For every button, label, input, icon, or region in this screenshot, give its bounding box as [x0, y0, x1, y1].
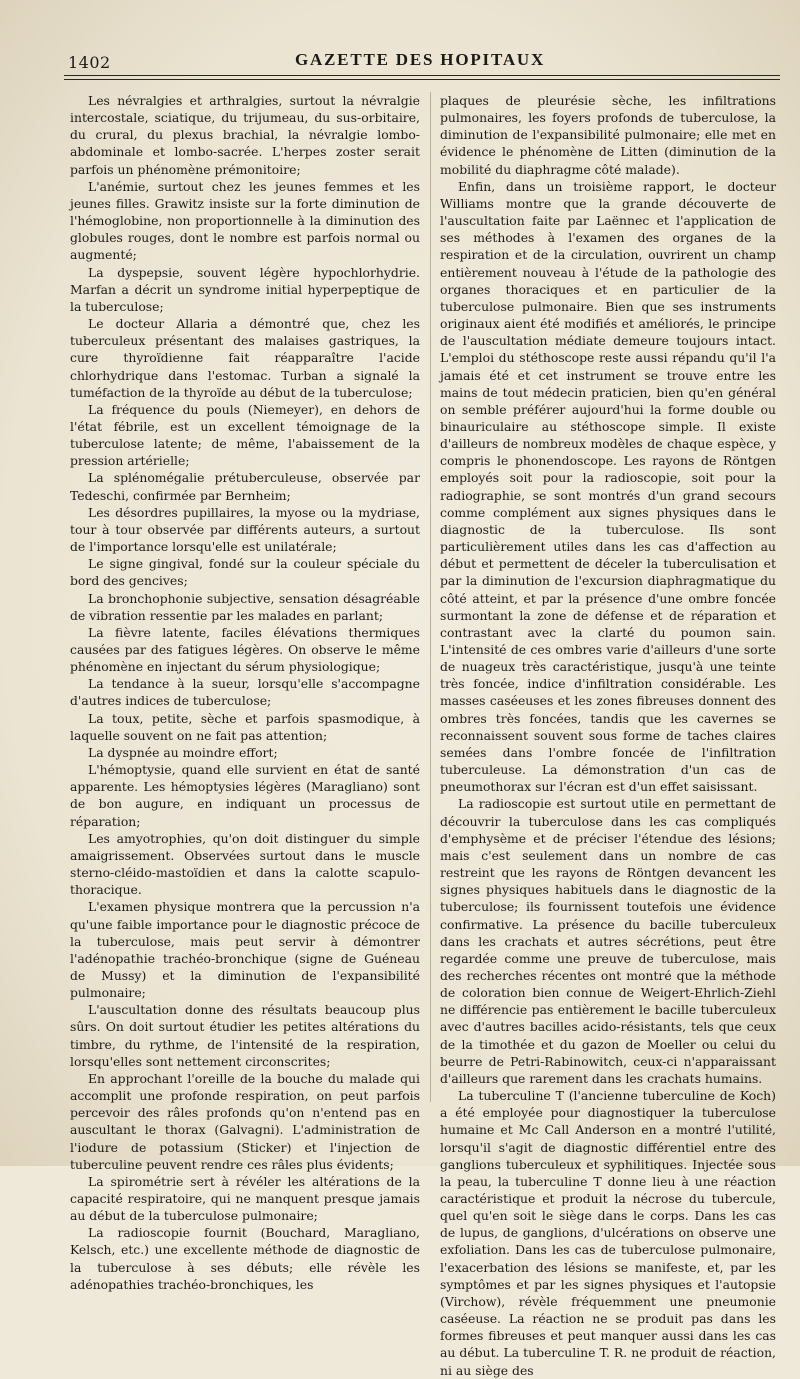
- paragraph: La splénomégalie prétuberculeuse, observée par Tedeschi, confirmée par Bernheim;: [70, 470, 420, 503]
- paragraph: La radioscopie est surtout utile en permettant de découvrir la tuberculose dans les cas compliqués d'emphysème et de préciser l'étendue des lésions; mais c'est seulement dans un nombre de cas restreint que les rayons de Röntgen devancent les signes physiques habituels dans le diagnostic de la tuberculose; ils fournissent toutefois une évidence confirmative. La présence du bacille tuberculeux dans les crachats et autres sécrétions, peut être regardée comme une preuve de tuberculose, mais des recherches récentes ont montré que la méthode de coloration bien connue de Weigert-Ehrlich-Ziehl ne différencie pas entièrement le bacille tuberculeux avec d'autres bacilles acido-résistants, tels que ceux de la timothée et du gazon de Moeller ou celui du beurre de Petri-Rabinowitch, ceux-ci n'apparaissant d'ailleurs que rarement dans les crachats humains.: [440, 796, 776, 1086]
- paragraph: Le signe gingival, fondé sur la couleur spéciale du bord des gencives;: [70, 556, 420, 589]
- paragraph: L'auscultation donne des résultats beaucoup plus sûrs. On doit surtout étudier les petites altérations du timbre, du rythme, de l'intensité de la respiration, lorsqu'elles sont nettement circonscrites;: [70, 1002, 420, 1069]
- page-header: [60, 50, 780, 74]
- paragraph: Les amyotrophies, qu'on doit distinguer du simple amaigrissement. Observées surtout dans le muscle sterno-cléido-mastoïdien et dans la calotte scapulo-thoracique.: [70, 830, 420, 898]
- right-text-column: [440, 92, 776, 1379]
- paragraph: La bronchophonie subjective, sensation désagréable de vibration ressentie par les malades en parlant;: [70, 590, 420, 623]
- journal-title: GAZETTE DES HOPITAUX: [294, 50, 546, 69]
- paragraph: La tuberculine T (l'ancienne tuberculine de Koch) a été employée pour diagnostiquer la tuberculose humaine et Mc Call Anderson en a montré l'utilité, lorsqu'il s'agit de diagnostic différentiel entre des ganglions tuberculeux et syphilitiques. Injectée sous la peau, la tuberculine T donne lieu à une réaction caractéristique et produit la nécrose du tubercule, quel qu'en soit le siège dans le corps. Dans les cas de lupus, de ganglions, d'ulcérations on observe une exfoliation. Dans les cas de tuberculose pulmonaire, l'exacerbation des lésions se manifeste, et, par les symptômes et par les signes physiques et l'autopsie (Virchow), révèle fréquemment une pneumonie caséeuse. La réaction ne se produit pas dans les formes fibreuses et peut manquer aussi dans les cas au début. La tuberculine T. R. ne produit de réaction, ni au siège des: [440, 1088, 776, 1378]
- paragraph: Enfin, dans un troisième rapport, le docteur Williams montre que la grande découverte de l'auscultation faite par Laënnec et l'application de ses méthodes à l'examen des organes de la respiration et de la circulation, ouvrirent un champ entièrement nouveau à l'étude de la pathologie des organes thoraciques et en particulier de la tuberculose pulmonaire. Bien que ses instruments originaux aient été modifiés et améliorés, le principe de l'auscultation médiate demeure toujours intact. L'emploi du stéthoscope reste aussi répandu qu'il l'a jamais été et cet instrument se trouve entre les mains de tout médecin praticien, bien qu'en général on semble préférer aujourd'hui la forme double ou binauriculaire au stéthoscope simple. Il existe d'ailleurs de nombreux modèles de chaque espèce, y compris le phonendoscope. Les rayons de Röntgen employés soit pour la radioscopie, soit pour la radiographie, se sont montrés d'un grand secours comme complément aux signes physiques dans le diagnostic de la tuberculose. Ils sont particulièrement utiles dans les cas d'affection au début et permettent de déceler la tuberculisation et par la diminution de l'excursion diaphragmatique du côté atteint, et par la présence d'une ombre foncée surmontant la zone de défense et de réparation et contrastant avec la clarté du poumon sain. L'intensité de ces ombres varie d'ailleurs d'une sorte de nuageux très caractéristique, jusqu'à une teinte très foncée, indice d'infiltration considérable. Les masses caséeuses et les zones fibreuses donnent des ombres très foncées, tandis que les cavernes se reconnaissent souvent sous forme de taches claires semées dans l'ombre foncée de l'infiltration tuberculeuse. La démonstration d'un cas de pneumothorax sur l'écran est d'un effet saisissant.: [440, 178, 776, 795]
- paragraph: plaques de pleurésie sèche, les infiltrations pulmonaires, les foyers profonds de tuberculose, la diminution de l'expansibilité pulmonaire; elle met en évidence le phénomène de Litten (diminution de la mobilité du diaphragme côté malade).: [440, 93, 776, 177]
- paragraph: La spirométrie sert à révéler les altérations de la capacité respiratoire, qui ne manquent presque jamais au début de la tuberculose pulmonaire;: [70, 1173, 420, 1224]
- left-text-column: [70, 92, 420, 1293]
- paragraph: L'hémoptysie, quand elle survient en état de santé apparente. Les hémoptysies légères (Maragliano) sont de bon augure, en indiquant un processus de réparation;: [70, 762, 420, 829]
- paragraph: L'examen physique montrera que la percussion n'a qu'une faible importance pour le diagnostic précoce de la tuberculose, mais peut servir à démontrer l'adénopathie trachéo-bronchique (signe de Guéneau de Mussy) et la diminution de l'expansibilité pulmonaire;: [70, 899, 420, 1001]
- paragraph: La fièvre latente, faciles élévations thermiques causées par des fatigues légères. On observe le même phénomène en injectant du sérum physiologique;: [70, 624, 420, 675]
- paragraph: Le docteur Allaria a démontré que, chez les tuberculeux présentant des malaises gastriques, la cure thyroïdienne fait réapparaître l'acide chlorhydrique dans l'estomac. Turban a signalé la tuméfaction de la thyroïde au début de la tuberculose;: [70, 316, 420, 400]
- paragraph: La fréquence du pouls (Niemeyer), en dehors de l'état fébrile, est un excellent témoignage de la tuberculose latente; de même, l'abaissement de la pression artérielle;: [70, 401, 420, 469]
- paragraph: La radioscopie fournit (Bouchard, Maragliano, Kelsch, etc.) une excellente méthode de diagnostic de la tuberculose à ses débuts; elle révèle les adénopathies trachéo-bronchiques, les: [70, 1225, 420, 1292]
- paragraph: La dyspepsie, souvent légère hypochlorhydrie. Marfan a décrit un syndrome initial hyperpeptique de la tuberculose;: [70, 264, 420, 314]
- column-divider: [430, 92, 431, 1102]
- paragraph: L'anémie, surtout chez les jeunes femmes et les jeunes filles. Grawitz insiste sur la forte diminution de l'hémoglobine, non proportionnelle à la diminution des globules rouges, dont le nombre est parfois normal ou augmenté;: [70, 178, 420, 263]
- paragraph: La tendance à la sueur, lorsqu'elle s'accompagne d'autres indices de tuberculose;: [70, 676, 420, 709]
- header-rule-thick: [64, 75, 780, 76]
- paragraph: En approchant l'oreille de la bouche du malade qui accomplit une profonde respiration, on peut parfois percevoir des râles profonds qu'on n'entend pas en auscultant le thorax (Galvagni). L'administration de l'iodure de potassium (Sticker) et l'injection de tuberculine peuvent rendre ces râles plus évidents;: [70, 1070, 420, 1172]
- paragraph: La dyspnée au moindre effort;: [88, 744, 278, 760]
- paragraph: La toux, petite, sèche et parfois spasmodique, à laquelle souvent on ne fait pas attention;: [70, 710, 420, 743]
- paragraph: Les névralgies et arthralgies, surtout la névralgie intercostale, sciatique, du trijumeau, du sus-orbitaire, du crural, du plexus brachial, la névralgie lombo-abdominale et lombo-sacrée. L'herpes zoster serait parfois un phénomène prémonitoire;: [70, 93, 420, 177]
- paragraph: Les désordres pupillaires, la myose ou la mydriase, tour à tour observée par différents auteurs, a surtout de l'importance lorsqu'elle est unilatérale;: [70, 504, 420, 555]
- page-number: 1402: [68, 53, 111, 72]
- header-rule-thin: [64, 79, 780, 80]
